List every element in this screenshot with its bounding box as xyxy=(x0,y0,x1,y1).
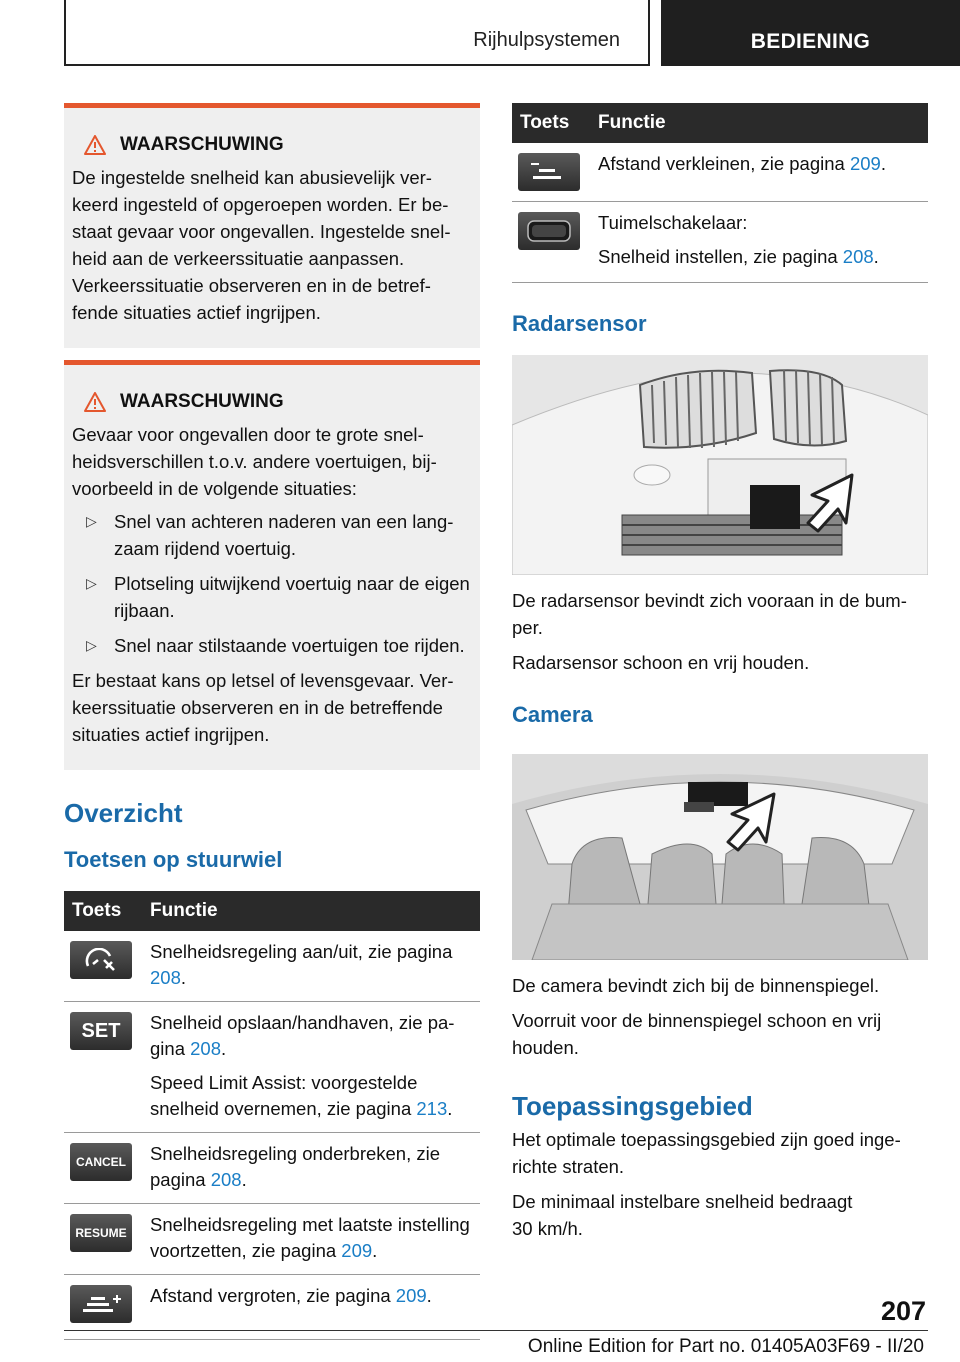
column-header-function: Functie xyxy=(590,103,928,143)
distance-increase-icon xyxy=(70,1285,132,1323)
section-heading-application-area: Toepassingsgebied xyxy=(512,1091,753,1121)
steering-buttons-table-continued xyxy=(512,103,928,283)
header-section-title: Rijhulpsystemen xyxy=(473,29,620,51)
header-chapter-title: BEDIENING xyxy=(661,0,960,66)
warning-outro: Er bestaat kans op letsel of levensgevaar. Verkeerssituatie observeren en in de betreffende situaties actief ingrijpen. xyxy=(72,670,454,745)
warning-text: De ingestelde snelheid kan abusievelijk verkeerd ingesteld of opgeroepen worden. Er bestaat gevaar voor ongevallen. Ingestelde snelheid aan de verkeerssituatie aanpassen. Verkeerssituatie observeren en in de betreffende situaties actief ingrijpen. xyxy=(72,167,451,323)
cruise-control-icon xyxy=(70,941,132,979)
left-column xyxy=(64,103,480,1340)
page-link[interactable]: 213 xyxy=(416,1098,448,1119)
table-row: Snelheidsregeling aan/uit, zie pagina 208. xyxy=(64,931,480,1002)
distance-decrease-icon xyxy=(518,153,580,191)
set-button-icon: SET xyxy=(70,1012,132,1050)
table-row: CANCEL Snelheidsregeling onderbreken, zie pagina 208. xyxy=(64,1133,480,1204)
resume-button-icon: RESUME xyxy=(70,1214,132,1252)
list-item: ▷ Plotseling uitwijkend voertuig naar de eigen rijbaan. xyxy=(72,570,470,624)
header-section-box xyxy=(64,0,650,66)
page-link[interactable]: 209 xyxy=(341,1240,373,1261)
list-item: ▷ Snel naar stilstaande voertuigen toe rijden. xyxy=(72,632,470,659)
page-link[interactable]: 209 xyxy=(395,1285,427,1306)
footer-edition: Online Edition for Part no. 01405A03F69 - II/20 xyxy=(527,1336,924,1357)
section-heading-overview: Overzicht xyxy=(64,798,183,828)
warning-box-2 xyxy=(64,360,480,770)
list-item: ▷ Snel van achteren naderen van een langzaam rijdend voertuig. xyxy=(72,508,470,562)
page-link[interactable]: 208 xyxy=(190,1038,221,1059)
warning-list xyxy=(72,508,470,659)
warning-triangle-icon xyxy=(84,392,106,412)
warning-box-1 xyxy=(64,103,480,348)
table-row: Afstand vergroten, zie pagina 209. xyxy=(64,1275,480,1340)
table-header-row xyxy=(512,103,928,143)
rocker-switch-icon xyxy=(518,212,580,250)
page-header xyxy=(0,0,960,66)
warning-triangle-icon xyxy=(84,135,106,155)
steering-buttons-table xyxy=(64,891,480,1340)
column-header-button: Toets xyxy=(64,891,142,931)
section-heading-radar: Radarsensor xyxy=(512,311,647,336)
camera-text-2: Voorruit voor de binnenspiegel schoon en vrij houden. xyxy=(512,1010,882,1058)
page-link[interactable]: 208 xyxy=(842,246,874,267)
table-row: Afstand verkleinen, zie pagina 209. xyxy=(512,143,928,202)
subheading-steering-wheel-buttons: Toetsen op stuurwiel xyxy=(64,847,283,872)
page-link[interactable]: 209 xyxy=(849,153,881,174)
camera-illustration xyxy=(512,754,928,960)
radar-text-2: Radarsensor schoon en vrij houden. xyxy=(512,652,810,673)
column-header-function: Functie xyxy=(142,891,480,931)
page-number: 207 xyxy=(880,1296,926,1326)
column-header-button: Toets xyxy=(512,103,590,143)
warning-title: WAARSCHUWING xyxy=(72,391,470,413)
warning-intro: Gevaar voor ongevallen door te grote snelheidsverschillen t.o.v. andere voertuigen, bijvoorbeeld in de volgende situaties: xyxy=(72,424,437,499)
cancel-button-icon: CANCEL xyxy=(70,1143,132,1181)
table-header-row xyxy=(64,891,480,931)
page-link[interactable]: 208 xyxy=(210,1169,242,1190)
table-row: RESUME Snelheidsregeling met laatste instelling voortzetten, zie pagina 209. xyxy=(64,1204,480,1275)
radar-sensor-illustration xyxy=(512,355,928,575)
table-row: Tuimelschakelaar: Snelheid instellen, zie pagina 208. xyxy=(512,202,928,283)
section-heading-camera: Camera xyxy=(512,702,593,727)
page-link[interactable]: 208 xyxy=(150,967,181,988)
radar-text-1: De radarsensor bevindt zich vooraan in de bumper. xyxy=(512,590,907,638)
application-text-2: De minimaal instelbare snelheid bedraagt 30 km/h. xyxy=(512,1191,853,1239)
right-column xyxy=(512,103,928,1242)
camera-text-1: De camera bevindt zich bij de binnenspiegel. xyxy=(512,975,880,996)
footer-rule xyxy=(64,1330,928,1331)
table-row: SET Snelheid opslaan/handhaven, zie pagina 208. Speed Limit Assist: voorgestelde snelheid overnemen, zie pagina 213. xyxy=(64,1002,480,1133)
warning-title: WAARSCHUWING xyxy=(72,134,470,156)
application-text-1: Het optimale toepassingsgebied zijn goed ingerichte straten. xyxy=(512,1129,901,1177)
